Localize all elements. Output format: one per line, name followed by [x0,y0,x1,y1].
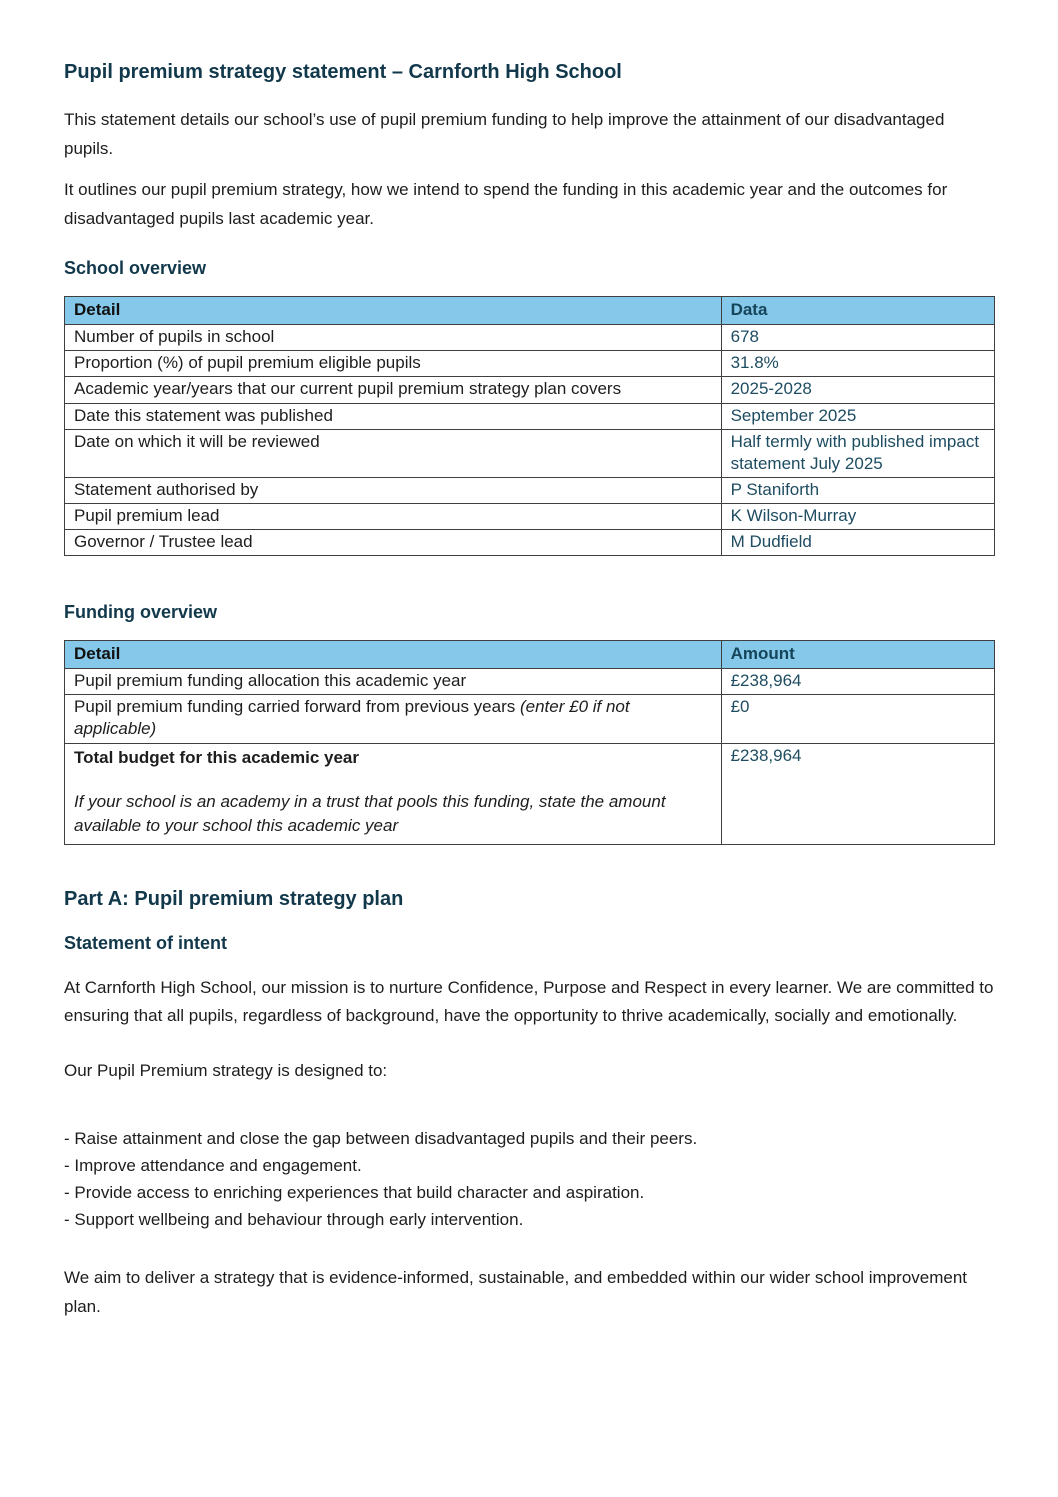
school-overview-table [64,296,995,556]
amount-column-header: Amount [721,641,994,669]
detail-column-header: Detail [65,641,722,669]
table-row [65,325,995,351]
funding-overview-heading: Funding overview [64,602,218,623]
data-cell: Half termly with published impact statement July 2025 [721,429,994,477]
table-row [65,377,995,403]
table-row [65,743,995,844]
detail-cell: Pupil premium funding allocation this academic year [65,669,722,695]
document-title: Pupil premium strategy statement – Carnforth High School [64,61,622,83]
detail-cell: Number of pupils in school [65,325,722,351]
list-item: - Support wellbeing and behaviour through early intervention. [64,1210,524,1230]
data-column-header: Data [721,297,994,325]
table-row [65,695,995,743]
table-row [65,429,995,477]
intro-paragraph-1: This statement details our school’s use of pupil premium funding to help improve the attainment of our disadvantaged pupils. [64,110,945,158]
data-cell: 2025-2028 [721,377,994,403]
detail-text: Pupil premium funding carried forward from previous years [74,697,516,717]
school-overview-heading: School overview [64,258,207,279]
total-budget-label: Total budget for this academic year [74,747,359,767]
detail-cell: Date this statement was published [65,403,722,429]
detail-cell: Proportion (%) of pupil premium eligible pupils [65,351,722,377]
table-row [65,351,995,377]
data-cell: 678 [721,325,994,351]
detail-cell [65,743,722,844]
intent-closing-paragraph: We aim to deliver a strategy that is evidence-informed, sustainable, and embedded within our wider school improvement plan. [64,1268,968,1316]
strategy-bullet-list [64,1125,995,1234]
detail-cell: Statement authorised by [65,477,722,503]
list-item: - Provide access to enriching experiences that build character and aspiration. [64,1182,645,1202]
detail-cell: Academic year/years that our current pupil premium strategy plan covers [65,377,722,403]
data-cell: 31.8% [721,351,994,377]
intent-mission-paragraph: At Carnforth High School, our mission is to nurture Confidence, Purpose and Respect in every learner. We are committed to ensuring that all pupils, regardless of background, have the opportunity to thrive academically, socially and emotionally. [64,977,994,1026]
data-cell: M Dudfield [721,530,994,556]
table-row [65,477,995,503]
data-cell: K Wilson-Murray [721,503,994,529]
intent-designed-paragraph: Our Pupil Premium strategy is designed to: [64,1060,388,1080]
table-row [65,403,995,429]
detail-cell: Date on which it will be reviewed [65,429,722,477]
table-header-row [65,297,995,325]
table-row [65,530,995,556]
data-cell: P Staniforth [721,477,994,503]
detail-note-italic: (enter £0 if not applicable) [74,697,630,739]
table-row [65,503,995,529]
detail-cell: Pupil premium lead [65,503,722,529]
statement-of-intent-heading: Statement of intent [64,932,228,953]
list-item: - Raise attainment and close the gap between disadvantaged pupils and their peers. [64,1128,698,1148]
part-a-heading: Part A: Pupil premium strategy plan [64,887,404,910]
amount-cell: £238,964 [721,743,994,844]
amount-cell: £238,964 [721,669,994,695]
funding-overview-table [64,640,995,845]
table-header-row [65,641,995,669]
detail-column-header: Detail [65,297,722,325]
total-budget-note-italic: If your school is an academy in a trust that pools this funding, state the amount available to your school this academic year [74,791,666,836]
list-item: - Improve attendance and engagement. [64,1155,362,1175]
table-row [65,669,995,695]
intro-paragraph-2: It outlines our pupil premium strategy, how we intend to spend the funding in this academic year and the outcomes for disadvantaged pupils last academic year. [64,180,948,228]
data-cell: September 2025 [721,403,994,429]
amount-cell: £0 [721,695,994,743]
detail-cell: Governor / Trustee lead [65,530,722,556]
detail-cell [65,695,722,743]
